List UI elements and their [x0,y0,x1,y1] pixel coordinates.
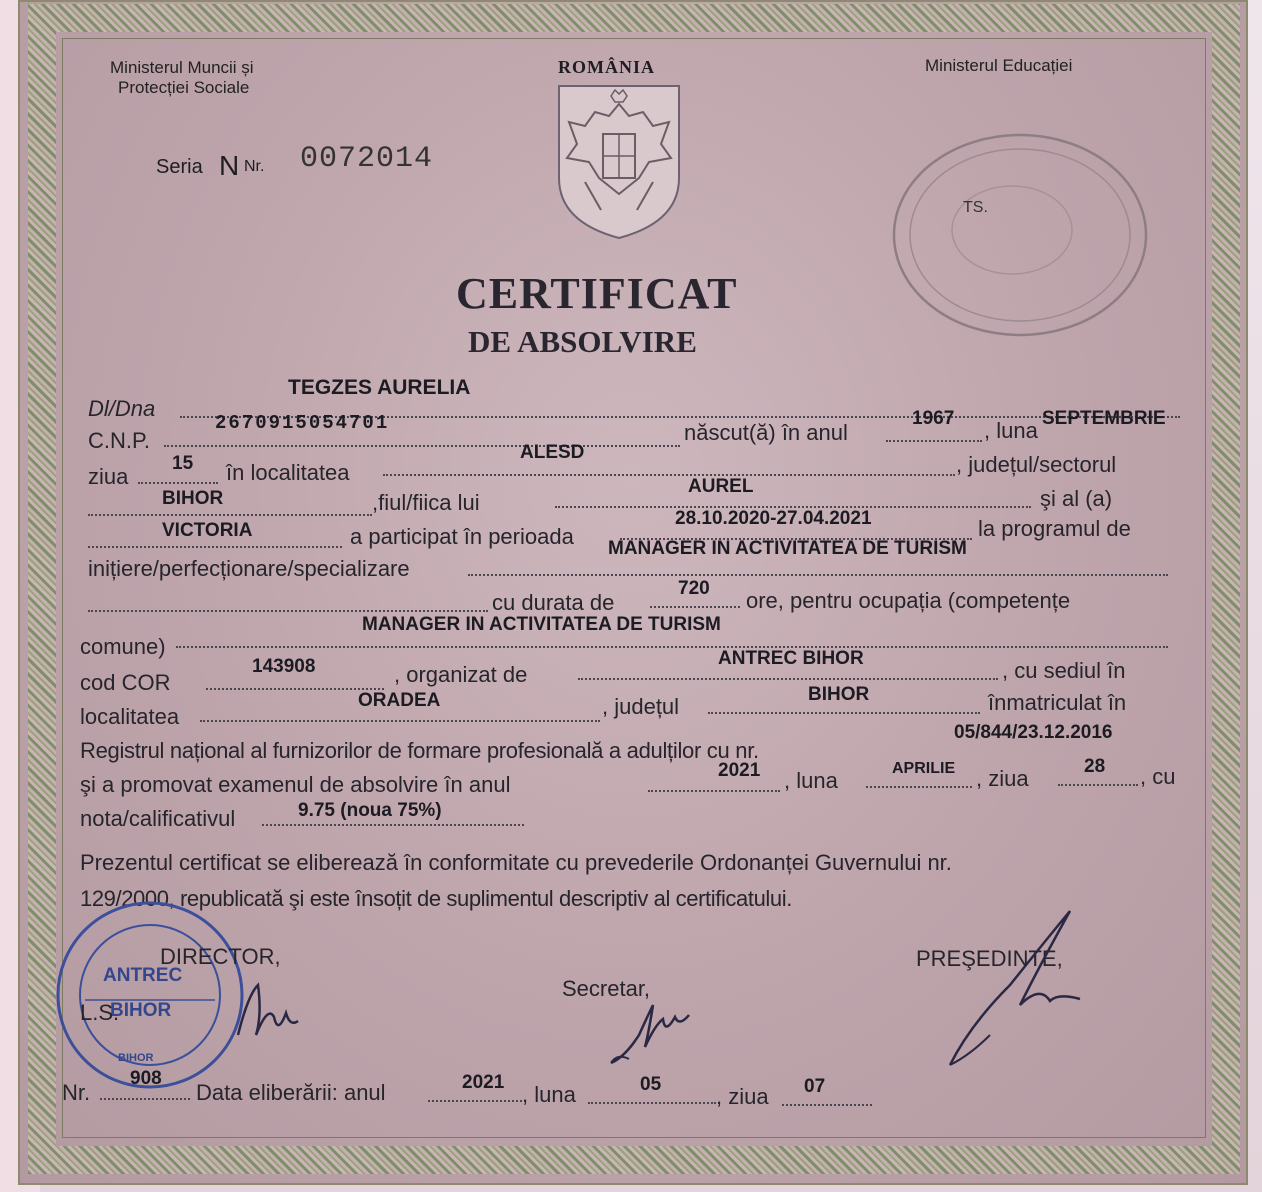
duration-suffix: ore, pentru ocupația (competențe [746,588,1071,613]
issue-day-label: , ziua [716,1084,769,1109]
seal-text: TS. [963,199,988,216]
program-name: MANAGER IN ACTIVITATEA DE TURISM [608,538,967,559]
dotted-line [468,574,1168,576]
stamp-ring-bottom: BIHOR [118,1052,154,1064]
grade-label: nota/calificativul [80,806,236,831]
exam-year: 2021 [718,760,761,781]
county-label: , județul/sectorul [956,452,1117,477]
country-name: ROMÂNIA [558,57,655,77]
dotted-line [88,514,372,516]
born-year: 1967 [912,408,955,429]
name-label: Dl/Dna [88,396,156,421]
dotted-line [176,646,1168,648]
issue-year: 2021 [462,1072,505,1093]
secretary-signature-icon [605,995,695,1070]
grade-value: 9.75 (noua 75%) [298,800,442,821]
birth-county: BIHOR [162,488,224,509]
father-name: AUREL [688,476,754,497]
dotted-line [138,482,218,484]
registry-label: Registrul național al furnizorilor de formare profesională a adulților cu nr. [80,738,759,763]
footer-nr: 908 [130,1068,162,1089]
dotted-line [200,720,600,722]
dotted-line [1058,784,1138,786]
seat-locality: ORADEA [358,690,441,711]
organized-label: , organizat de [394,662,528,687]
program-type-label: inițiere/perfecționare/specializare [88,556,410,581]
common-label: comune) [80,634,166,659]
occupation-name: MANAGER IN ACTIVITATEA DE TURISM [362,614,721,635]
seat-county: BIHOR [808,684,870,705]
issue-day: 07 [804,1076,826,1097]
born-month: SEPTEMBRIE [1042,408,1166,429]
president-label: PREŞEDINTE, [916,946,1063,971]
and-label: şi al (a) [1040,486,1113,511]
certificate-title: CERTIFICAT [456,269,738,318]
issue-label: Data eliberării: anul [196,1080,386,1105]
stamp-org: ANTREC [103,965,183,986]
child-of-label: ,fiul/fiica lui [372,490,480,515]
dotted-line [428,1100,522,1102]
mother-name: VICTORIA [162,520,253,541]
day-label: ziua [88,464,129,489]
dotted-line [648,790,780,792]
dotted-line [708,712,980,714]
serial-number: 0072014 [300,142,434,176]
issue-month: 05 [640,1074,662,1095]
exam-day: 28 [1084,756,1106,777]
dotted-line [383,474,955,476]
dotted-line [88,546,342,548]
certificate-subtitle: DE ABSOLVIRE [468,324,697,359]
course-duration: 720 [678,578,710,599]
seat-locality-label: localitatea [80,704,180,729]
exam-day-label: , ziua [976,766,1029,791]
dotted-line [164,445,680,447]
duration-label: cu durata de [492,590,615,615]
dotted-line [88,610,488,612]
legal-text-line1: Prezentul certificat se eliberează în conformitate cu prevederile Ordonanței Guvernului nr. [80,850,952,875]
exam-month: APRILIE [892,760,956,777]
registered-label: înmatriculat în [988,690,1127,715]
exam-suffix: , cu [1140,764,1176,789]
dotted-line [578,678,998,680]
cor-code: 143908 [252,656,316,677]
seat-county-label: , județul [602,694,680,719]
birth-day: 15 [172,453,194,474]
secretary-label: Secretar, [562,976,651,1001]
born-month-label: , luna [984,418,1038,443]
footer-nr-label: Nr. [62,1080,91,1105]
issue-month-label: , luna [522,1082,576,1107]
embossed-seal-icon [890,130,1150,340]
ministry-right: Ministerul Educației [925,56,1073,75]
born-year-label: născut(ă) în anul [684,420,848,445]
ls-label: L.S. [80,1000,120,1025]
dotted-line [782,1104,872,1106]
locality-label: în localitatea [226,460,350,485]
ministry-left-line2: Protecției Sociale [118,78,250,97]
holder-name: TEGZES AURELIA [288,376,471,399]
period-label: a participat în perioada [350,524,574,549]
dotted-line [100,1098,190,1100]
ministry-left-line1: Ministerul Muncii și [110,58,254,77]
program-label: la programul de [978,516,1131,541]
cnp-label: C.N.P. [88,428,150,453]
dotted-line [262,824,524,826]
dotted-line [588,1102,716,1104]
cor-label: cod COR [80,670,171,695]
president-signature-icon [940,905,1090,1075]
round-stamp-icon [50,895,250,1095]
director-label: DIRECTOR, [160,944,281,969]
exam-label: şi a promovat examenul de absolvire în anul [80,772,511,797]
cnp-value: 2670915054701 [215,412,390,434]
seat-label: , cu sediul în [1002,658,1126,683]
serial-label: Seria [156,156,203,178]
stamp-city: BIHOR [110,1000,172,1021]
serial-nr-label: Nr. [244,158,265,175]
serial-series: N [219,150,240,181]
dotted-line [866,786,972,788]
dotted-line [886,440,982,442]
dotted-line [650,606,740,608]
course-period: 28.10.2020-27.04.2021 [675,508,872,529]
registry-number: 05/844/23.12.2016 [954,722,1113,743]
director-signature-icon [228,975,308,1050]
legal-text-line2: 129/2000, republicată şi este însoțit de suplimentul descriptiv al certificatului. [80,886,792,911]
organizer-name: ANTREC BIHOR [718,648,864,669]
coat-of-arms-icon [555,82,683,242]
birth-locality: ALESD [520,442,585,463]
exam-month-label: , luna [784,768,838,793]
